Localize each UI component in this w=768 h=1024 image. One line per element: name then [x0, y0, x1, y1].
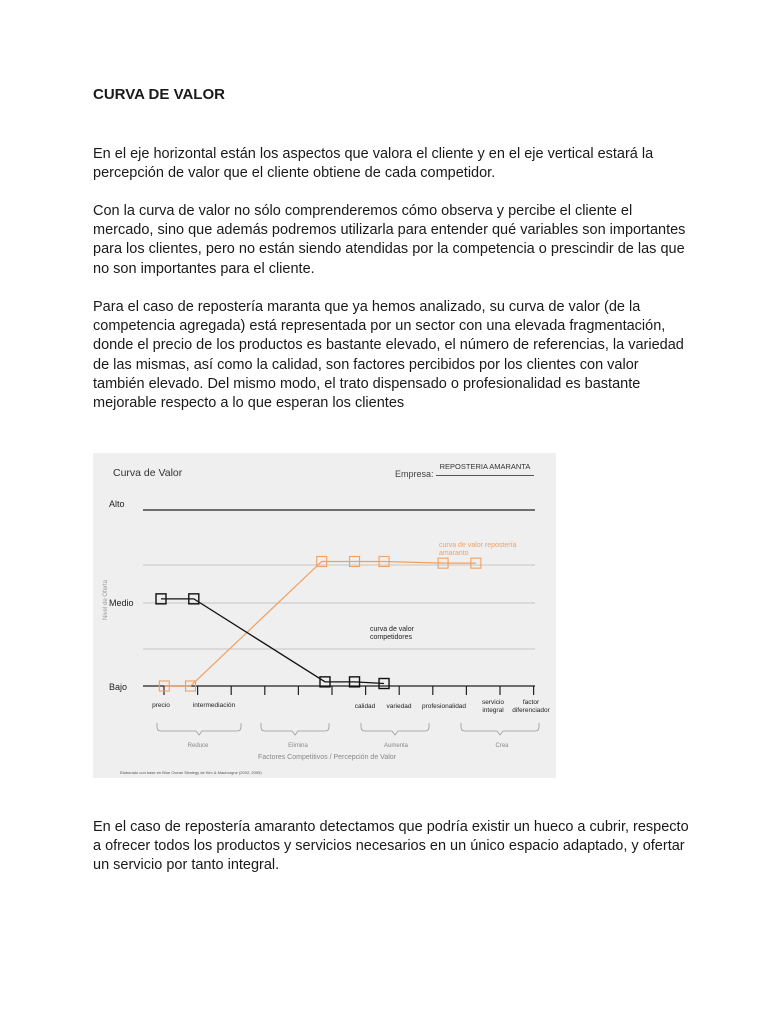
value-curve-figure	[93, 453, 556, 778]
series-label-competidores: curva de valor competidores	[370, 626, 414, 641]
factor-label-profesionalidad: profesionalidad	[421, 703, 467, 710]
group-label-aumenta: Aumenta	[383, 743, 408, 749]
figure-footnote: Elaborado con base en Blue Ocean Strategy de Kim & Mauborgne (2002, 2005)	[120, 770, 262, 775]
factor-label-precio: precio	[152, 702, 170, 709]
figure-title: Curva de Valor	[113, 467, 183, 479]
paragraph-3: Para el caso de repostería maranta que ya hemos analizado, su curva de valor (de la competencia agregada) está representada por un sector con una elevada fragmentación, donde el precio de los productos es bastante elevado, el número de referencias, la variedad de las mismas, así como la calidad, son factores percibidos por los clientes con valor también elevado. Del mismo modo, el trato dispensado o profesionalidad es bastante mejorable respecto a lo que esperan los clientes	[93, 299, 684, 412]
paragraph-2: Con la curva de valor no sólo comprenderemos cómo observa y percibe el cliente el mercado, sino que además podremos utilizarla para entender qué variables son importantes para los clientes, pero no están siendo atendidas por la competencia o prescindir de las que no son importantes para el cliente.	[93, 203, 686, 277]
factor-label-servicio-integral: servicio integral	[481, 699, 505, 714]
series-line-amaranto	[164, 562, 476, 687]
empresa-label: Empresa:	[395, 469, 434, 479]
group-bracket-elimina	[261, 723, 329, 735]
factor-label-calidad: calidad	[354, 703, 376, 710]
series-label-amaranto: curva de valor repostería amaranto	[439, 542, 517, 557]
group-bracket-crea	[461, 723, 539, 735]
empresa-value: REPOSTERIA AMARANTA	[436, 462, 534, 476]
group-label-reduce: Reduce	[187, 743, 209, 749]
y-axis-title: Nivel de Oferta	[103, 579, 109, 621]
document-title: CURVA DE VALOR	[93, 86, 225, 103]
x-axis-title: Factores Competitivos / Percepción de Valor	[258, 754, 396, 761]
factor-label-factor-diferenciador: factor diferenciador	[512, 699, 550, 714]
group-bracket-aumenta	[361, 723, 429, 735]
group-label-elimina: Elimina	[288, 743, 308, 749]
level-bajo: Bajo	[109, 682, 128, 692]
level-alto: Alto	[109, 499, 125, 509]
paragraph-4: En el caso de repostería amaranto detectamos que podría existir un hueco a cubrir, respecto a ofrecer todos los productos y servicios necesarios en un único espacio adaptado, y ofertar un servicio por tanto integral.	[93, 819, 689, 874]
value-curve-chart	[93, 453, 556, 778]
level-medio: Medio	[109, 598, 134, 608]
factor-label-variedad: variedad	[386, 703, 412, 710]
group-bracket-reduce	[157, 723, 241, 735]
factor-label-intermediacion: intermediación	[192, 702, 236, 709]
group-label-crea: Crea	[495, 743, 509, 749]
series-line-competidores	[161, 599, 384, 684]
paragraph-1: En el eje horizontal están los aspectos que valora el cliente y en el eje vertical estará la percepción de valor que el cliente obtiene de cada competidor.	[93, 146, 654, 182]
